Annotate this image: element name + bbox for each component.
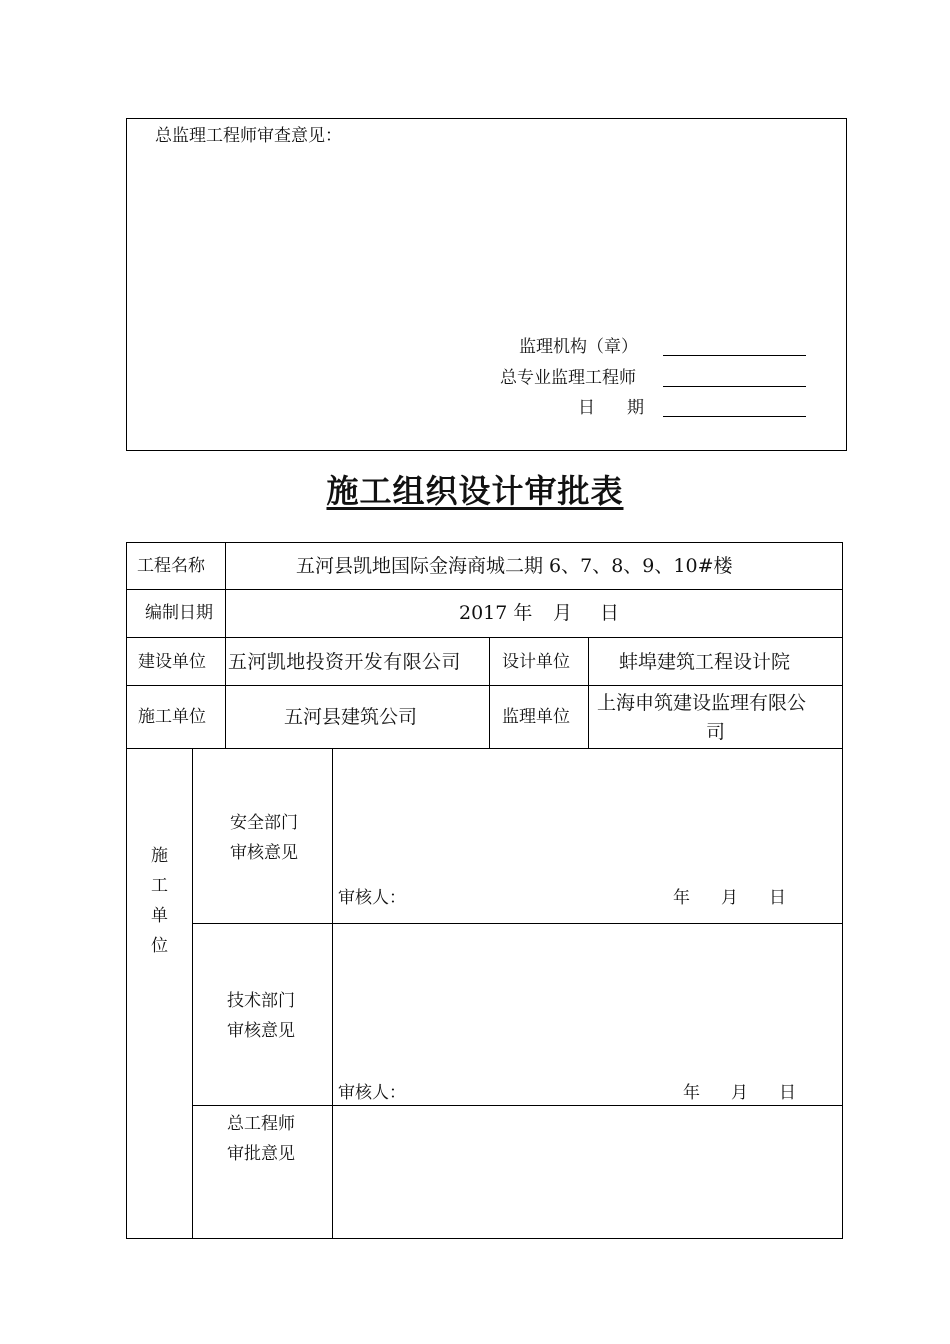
- project-name-value: 五河县凯地国际金海商城二期 6、7、8、9、10#楼: [296, 555, 733, 577]
- supervisor-value-line2: 司: [706, 721, 726, 743]
- chief-engineer-label: 总专业监理工程师: [500, 368, 636, 388]
- day-label: 日: [779, 1083, 796, 1103]
- supervisor-value-line1: 上海申筑建设监理有限公: [597, 692, 807, 714]
- safety-opinion-area[interactable]: [334, 750, 841, 922]
- tech-dept-label: 审核意见: [227, 1021, 295, 1041]
- side-label-char: 位: [151, 936, 168, 956]
- date-label-day: 日: [578, 398, 595, 418]
- safety-dept-label: 审核意见: [230, 843, 298, 863]
- side-label-char: 工: [151, 876, 168, 896]
- compile-date-month: 月: [553, 602, 573, 624]
- day-label: 日: [769, 888, 786, 908]
- reviewer-label: 审核人：: [338, 1083, 406, 1103]
- project-name-label: 工程名称: [137, 556, 205, 576]
- side-label-char: 施: [151, 846, 168, 866]
- org-seal-blank[interactable]: [663, 355, 806, 356]
- chief-engineer-blank[interactable]: [663, 386, 806, 387]
- compile-date-label: 编制日期: [145, 603, 213, 623]
- tech-opinion-area[interactable]: [334, 925, 841, 1104]
- year-label: 年: [673, 888, 690, 908]
- month-label: 月: [721, 888, 738, 908]
- chief-eng-label: 审批意见: [227, 1144, 295, 1164]
- year-label: 年: [683, 1083, 700, 1103]
- construction-owner-value: 五河凯地投资开发有限公司: [228, 651, 461, 673]
- date-blank[interactable]: [663, 416, 806, 417]
- org-seal-label: 监理机构（章）: [519, 337, 638, 357]
- compile-date-day: 日: [600, 602, 620, 624]
- reviewer-label: 审核人：: [338, 888, 406, 908]
- form-title: 施工组织设计审批表: [326, 472, 624, 510]
- date-label-period: 期: [627, 398, 644, 418]
- tech-dept-label: 技术部门: [227, 991, 295, 1011]
- design-unit-label: 设计单位: [502, 652, 570, 672]
- builder-value: 五河县建筑公司: [284, 706, 418, 728]
- month-label: 月: [731, 1083, 748, 1103]
- construction-owner-label: 建设单位: [138, 652, 206, 672]
- chief-approval-area[interactable]: [334, 1107, 841, 1237]
- safety-dept-label: 安全部门: [230, 813, 298, 833]
- supervisor-label: 监理单位: [502, 707, 570, 727]
- compile-date-year: 2017 年: [459, 602, 533, 624]
- chief-eng-label: 总工程师: [227, 1114, 295, 1134]
- opinion-heading: 总监理工程师审查意见：: [155, 126, 342, 146]
- builder-label: 施工单位: [138, 707, 206, 727]
- side-label-char: 单: [151, 906, 168, 926]
- design-unit-value: 蚌埠建筑工程设计院: [619, 651, 791, 673]
